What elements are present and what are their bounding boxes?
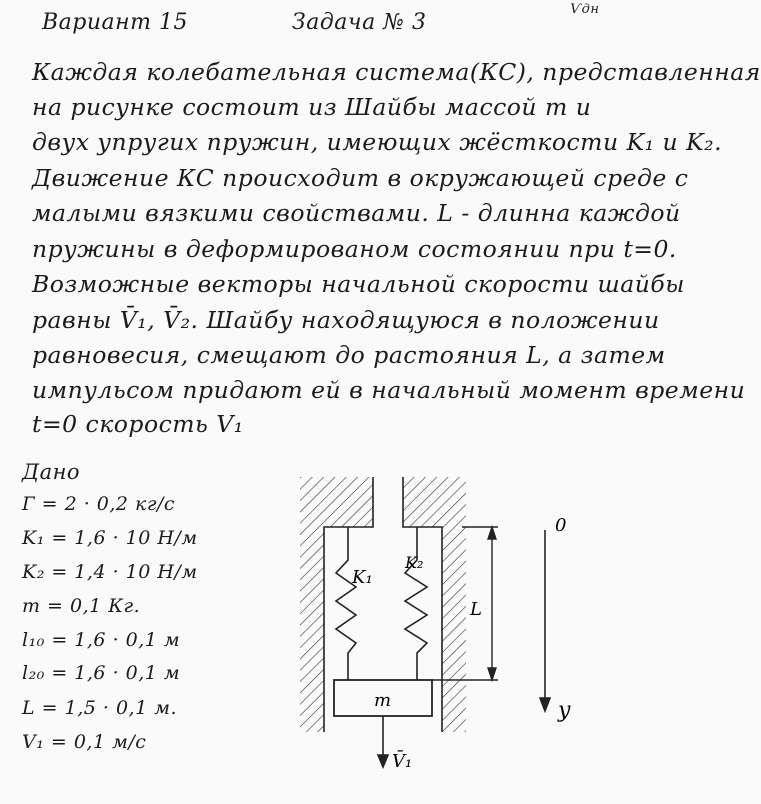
spring-k2-label: K₂ (405, 553, 424, 572)
axis-y-label: y (558, 698, 571, 723)
velocity-label: V̄₁ (392, 751, 413, 772)
given-item: m = 0,1 Кг. (22, 595, 141, 617)
given-item: Г = 2 · 0,2 кг/с (22, 493, 176, 515)
given-item: K₁ = 1,6 · 10 Н/м (22, 527, 198, 549)
problem-line: двух упругих пружин, имеющих жёсткости K₁ и K₂. (32, 128, 723, 156)
given-item: l₂₀ = 1,6 · 0,1 м (22, 662, 181, 684)
problem-line: импульсом придают ей в начальный момент времени (32, 376, 746, 404)
problem-line: равновесия, смещают до растояния L, а затем (32, 341, 666, 369)
problem-line: Возможные векторы начальной скорости шайбы (32, 270, 685, 298)
length-label: L (470, 599, 482, 620)
given-item: L = 1,5 · 0,1 м. (22, 697, 177, 719)
problem-line: пружины в деформированом состоянии при t=0. (32, 235, 677, 263)
task-heading: Задача № 3 (292, 10, 427, 35)
problem-line: на рисунке состоит из Шайбы массой m и (32, 93, 592, 121)
spring-k1-label: K₁ (352, 567, 373, 588)
spring-mass-diagram (290, 465, 660, 800)
problem-line: малыми вязкими свойствами. L - длинна каждой (32, 199, 681, 227)
corner-note: Ѵдн (570, 2, 600, 17)
spring-k2 (405, 527, 427, 680)
given-item: V₁ = 0,1 м/с (22, 731, 147, 753)
problem-line: Движение КС происходит в окружающей среде с (32, 164, 689, 192)
given-item: K₂ = 1,4 · 10 Н/м (22, 561, 198, 583)
variant-heading: Вариант 15 (42, 10, 188, 35)
given-title: Дано (22, 460, 81, 484)
origin-label: 0 (555, 515, 567, 536)
y-axis (540, 530, 550, 711)
problem-line: равны V̄₁, V̄₂. Шайбу находящуюся в положении (32, 306, 660, 334)
spring-k1 (336, 527, 356, 680)
problem-line: t=0 скорость V₁ (32, 410, 244, 438)
given-item: l₁₀ = 1,6 · 0,1 м (22, 629, 181, 651)
velocity-arrow (378, 716, 388, 767)
mass-label: m (374, 690, 392, 711)
problem-line: Каждая колебательная система(КС), представленная (32, 58, 761, 86)
